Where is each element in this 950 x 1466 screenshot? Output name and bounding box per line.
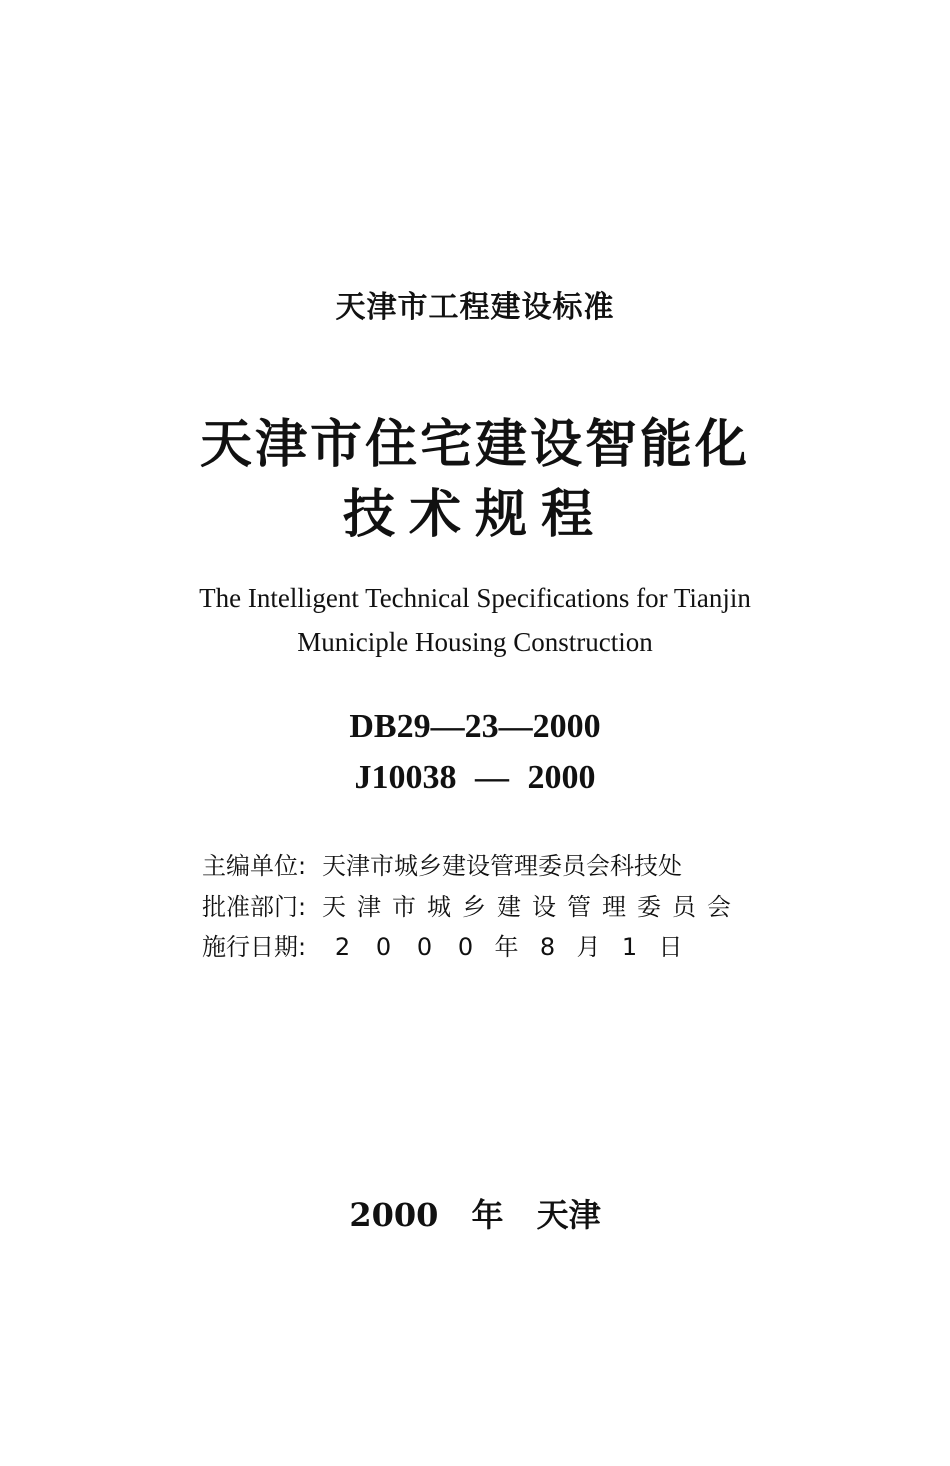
date-char: 月 <box>576 933 601 961</box>
english-title-line-2: Municiple Housing Construction <box>297 627 653 657</box>
date-char: 年 <box>494 933 519 961</box>
english-title-line-1: The Intelligent Technical Specifications for Tianjin <box>199 583 751 613</box>
main-title-line-1: 天津市住宅建设智能化 <box>199 414 750 475</box>
standard-series-title: 天津市工程建设标准 <box>335 290 615 325</box>
main-title-line-2: 技术规程 <box>342 484 607 545</box>
effective-date-label: 施行日期: <box>202 933 307 961</box>
date-char: 0 <box>375 933 392 961</box>
date-char: 8 <box>539 933 556 961</box>
date-char: 0 <box>457 933 474 961</box>
date-char: 0 <box>416 933 433 961</box>
chief-editor-row <box>202 846 742 880</box>
chief-editor-value: 天津市城乡建设管理委员会科技处 <box>322 852 682 880</box>
approval-department-value: 天津市城乡建设管理委员会 <box>322 893 742 921</box>
standard-code-j: J10038 — 2000 <box>354 759 596 796</box>
standard-code-db: DB29—23—2000 <box>349 708 601 745</box>
date-char: 1 <box>621 933 638 961</box>
chief-editor-label: 主编单位: <box>202 852 307 880</box>
approval-department-row <box>202 887 742 921</box>
effective-date-value <box>322 927 732 962</box>
effective-date-row <box>202 927 742 961</box>
publication-year-place: 2000 年 天津 <box>349 1196 601 1234</box>
date-char: 日 <box>658 933 683 961</box>
approval-department-label: 批准部门: <box>202 893 307 921</box>
date-char: 2 <box>334 933 351 961</box>
